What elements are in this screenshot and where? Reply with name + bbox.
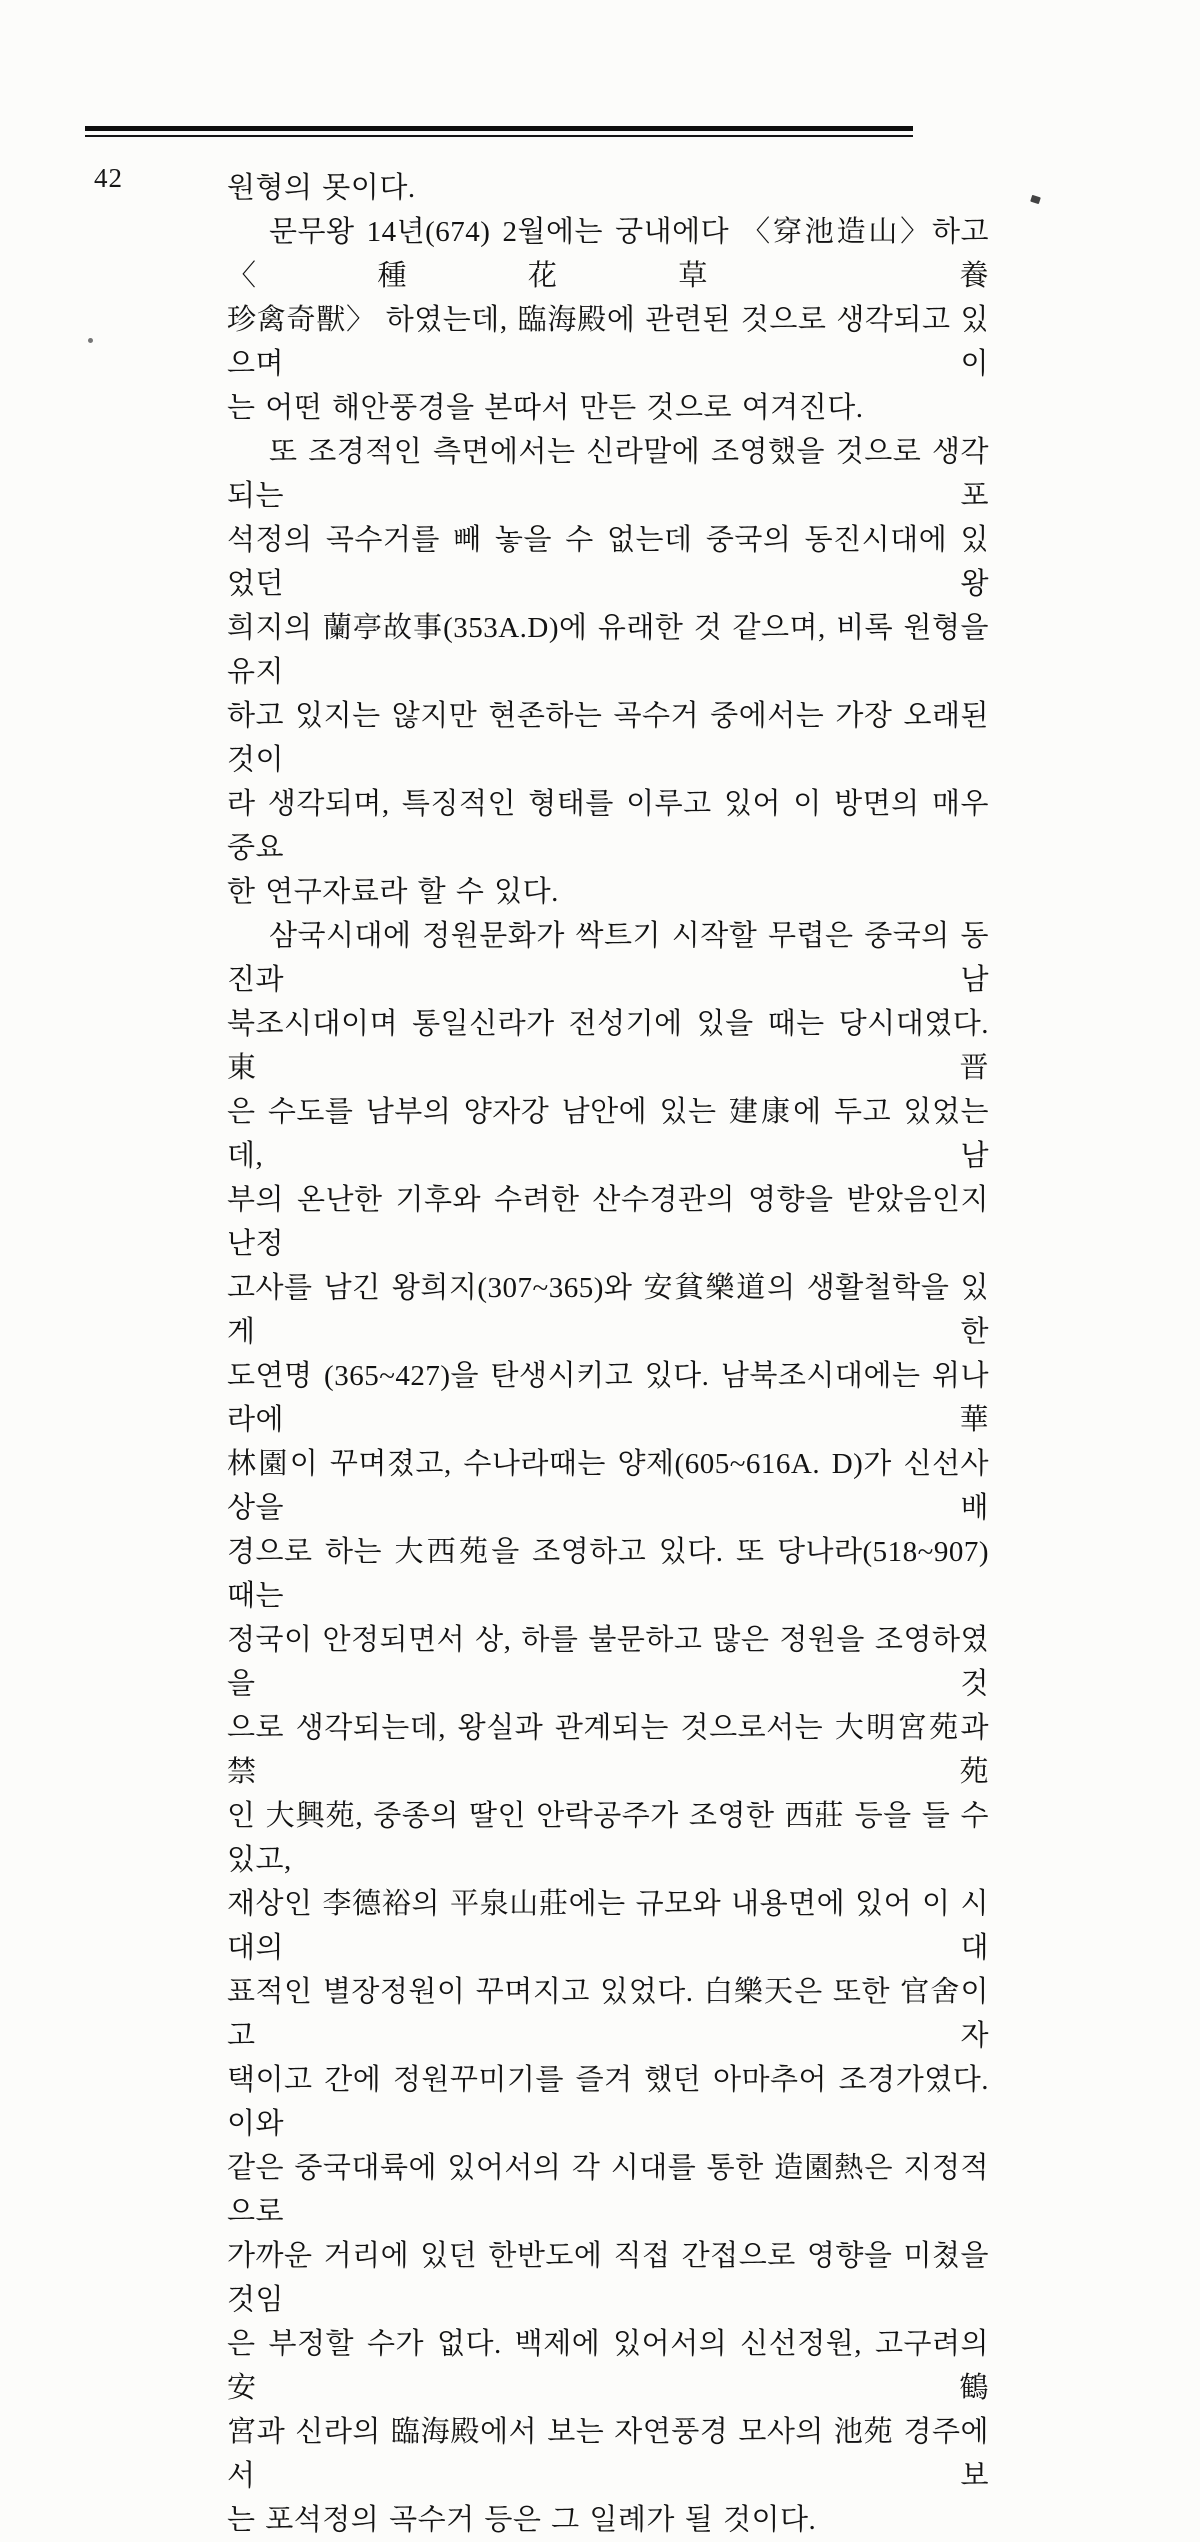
scan-artifact-speck bbox=[1030, 195, 1041, 204]
text-line: 재상인 李德裕의 平泉山莊에는 규모와 내용면에 있어 이 시대의 대 bbox=[227, 1888, 989, 1964]
text-line: 은 수도를 남부의 양자강 남안에 있는 建康에 두고 있었는데, 남 bbox=[227, 1096, 989, 1172]
page-number: 42 bbox=[94, 163, 123, 193]
text-line: 희지의 蘭亭故事(353A.D)에 유래한 것 같으며, 비록 원형을 유지 bbox=[227, 612, 989, 688]
text-line: 도연명 (365~427)을 탄생시키고 있다. 남북조시대에는 위나라에 華 bbox=[227, 1360, 989, 1436]
text-line: 정국이 안정되면서 상, 하를 불문하고 많은 정원을 조영하였을 것 bbox=[227, 1624, 989, 1700]
text-line: 북조시대이며 통일신라가 전성기에 있을 때는 당시대였다. 東晋 bbox=[227, 1008, 989, 1084]
paragraph bbox=[227, 430, 989, 914]
paragraph bbox=[227, 210, 989, 430]
text-line: 는 어떤 해안풍경을 본따서 만든 것으로 여겨진다. bbox=[227, 392, 864, 424]
text-line: 택이고 간에 정원꾸미기를 즐겨 했던 아마추어 조경가였다. 이와 bbox=[227, 2064, 989, 2140]
text-line: 경으로 하는 大西苑을 조영하고 있다. 또 당나라(518~907)때는 bbox=[227, 1536, 989, 1612]
text-line: 宮과 신라의 臨海殿에서 보는 자연풍경 모사의 池苑 경주에서 보 bbox=[227, 2416, 989, 2492]
text-line: 원형의 못이다. bbox=[227, 172, 416, 204]
paragraph bbox=[227, 914, 989, 2542]
text-line: 한 연구자료라 할 수 있다. bbox=[227, 876, 559, 908]
text-line: 하고 있지는 않지만 현존하는 곡수거 중에서는 가장 오래된 것이 bbox=[227, 700, 989, 776]
text-line: 삼국시대에 정원문화가 싹트기 시작할 무렵은 중국의 동진과 남 bbox=[227, 920, 989, 996]
text-line: 가까운 거리에 있던 한반도에 직접 간접으로 영향을 미쳤을 것임 bbox=[227, 2240, 989, 2316]
text-line: 林園이 꾸며졌고, 수나라때는 양제(605~616A. D)가 신선사상을 배 bbox=[227, 1448, 989, 1524]
paragraph bbox=[227, 166, 989, 210]
text-line: 부의 온난한 기후와 수려한 산수경관의 영향을 받았음인지 난정 bbox=[227, 1184, 989, 1260]
text-line: 은 부정할 수가 없다. 백제에 있어서의 신선정원, 고구려의 安鶴 bbox=[227, 2328, 989, 2404]
text-line: 문무왕 14년(674) 2월에는 궁내에다 〈穿池造山〉하고 〈種花草 養 bbox=[227, 216, 989, 292]
text-line: 표적인 별장정원이 꾸며지고 있었다. 白樂天은 또한 官舍이고 자 bbox=[227, 1976, 989, 2052]
scan-artifact-dot bbox=[88, 338, 93, 343]
text-line: 석정의 곡수거를 빼 놓을 수 없는데 중국의 동진시대에 있었던 왕 bbox=[227, 524, 989, 600]
text-line: 또 조경적인 측면에서는 신라말에 조영했을 것으로 생각되는 포 bbox=[227, 436, 989, 512]
text-line: 珍禽奇獸〉 하였는데, 臨海殿에 관련된 것으로 생각되고 있으며 이 bbox=[227, 304, 989, 380]
text-line: 라 생각되며, 특징적인 형태를 이루고 있어 이 방면의 매우 중요 bbox=[227, 788, 989, 864]
text-body bbox=[227, 166, 989, 2542]
text-line: 으로 생각되는데, 왕실과 관계되는 것으로서는 大明宮苑과 禁苑 bbox=[227, 1712, 989, 1788]
text-line: 고사를 남긴 왕희지(307~365)와 安貧樂道의 생활철학을 있게 한 bbox=[227, 1272, 989, 1348]
text-line: 는 포석정의 곡수거 등은 그 일례가 될 것이다. bbox=[227, 2504, 817, 2536]
text-line: 인 大興苑, 중종의 딸인 안락공주가 조영한 西莊 등을 들 수 있고, bbox=[227, 1800, 989, 1876]
text-line: 같은 중국대륙에 있어서의 각 시대를 통한 造園熱은 지정적으로 bbox=[227, 2152, 989, 2228]
header-double-rule bbox=[85, 126, 913, 137]
